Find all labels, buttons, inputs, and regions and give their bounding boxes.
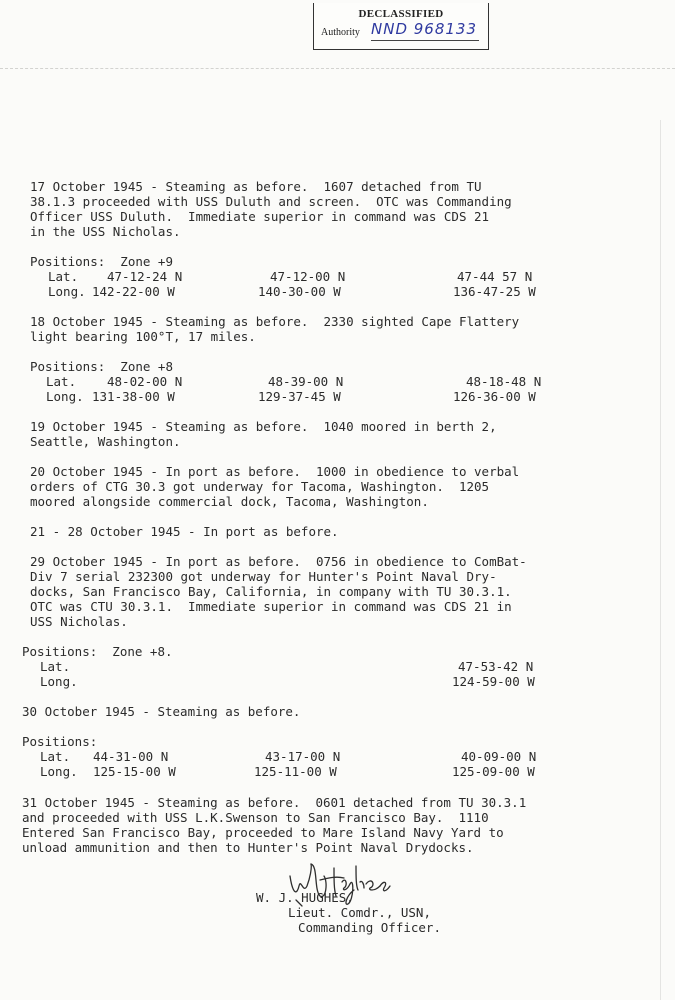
- entry-oct29-line-1: 29 October 1945 - In port as before. 0756 in obedience to ComBat-: [30, 554, 527, 569]
- entry-oct20-line-1: 20 October 1945 - In port as before. 1000 in obedience to verbal: [30, 464, 520, 479]
- positions-4-lat-1: 44-31-00 N: [93, 749, 169, 764]
- positions-2-long-2: 129-37-45 W: [258, 389, 341, 404]
- stamp-title: DECLASSIFIED: [358, 8, 444, 20]
- positions-1-lat-2: 47-12-00 N: [270, 269, 346, 284]
- entry-oct29-line-4: OTC was CTU 30.3.1. Immediate superior in command was CDS 21 in: [30, 599, 512, 614]
- signature-name: W. J. HUGHES,: [256, 890, 354, 905]
- positions-1-lat-label: Lat.: [48, 269, 79, 284]
- entry-oct18-line-2: light bearing 100°T, 17 miles.: [30, 329, 256, 344]
- entry-oct17-line-2: 38.1.3 proceeded with USS Duluth and screen. OTC was Commanding: [30, 194, 512, 209]
- positions-2-lat-label: Lat.: [46, 374, 77, 389]
- stamp-authority-label: Authority: [321, 27, 360, 38]
- entry-oct20-line-3: moored alongside commercial dock, Tacoma, Washington.: [30, 494, 429, 509]
- entry-oct17-line-4: in the USS Nicholas.: [30, 224, 181, 239]
- positions-1-lat-1: 47-12-24 N: [107, 269, 183, 284]
- entry-oct21-28-line-1: 21 - 28 October 1945 - In port as before.: [30, 524, 339, 539]
- positions-1-long-1: 142-22-00 W: [92, 284, 175, 299]
- entry-oct29-line-5: USS Nicholas.: [30, 614, 128, 629]
- positions-2-long-1: 131-38-00 W: [92, 389, 175, 404]
- positions-1-long-3: 136-47-25 W: [453, 284, 536, 299]
- page-edge-shadow: [660, 120, 661, 1000]
- positions-3-long-label: Long.: [40, 674, 78, 689]
- entry-oct17-line-1: 17 October 1945 - Steaming as before. 1607 detached from TU: [30, 179, 482, 194]
- positions-4-long-1: 125-15-00 W: [93, 764, 176, 779]
- positions-1-long-label: Long.: [48, 284, 86, 299]
- positions-4-long-3: 125-09-00 W: [452, 764, 535, 779]
- declassified-stamp: [313, 3, 489, 50]
- entry-oct29-line-3: docks, San Francisco Bay, California, in company with TU 30.3.1.: [30, 584, 512, 599]
- signature-rank: Lieut. Comdr., USN,: [288, 905, 431, 920]
- positions-2-lat-3: 48-18-48 N: [466, 374, 542, 389]
- positions-4-lat-label: Lat.: [40, 749, 71, 764]
- stamp-authority-value: NND 968133: [371, 20, 478, 38]
- positions-3-heading: Positions: Zone +8.: [22, 644, 173, 659]
- entry-oct31-line-2: and proceeded with USS L.K.Swenson to San Francisco Bay. 1110: [22, 810, 489, 825]
- positions-3-long-1: 124-59-00 W: [452, 674, 535, 689]
- positions-3-lat-1: 47-53-42 N: [458, 659, 534, 674]
- positions-1-long-2: 140-30-00 W: [258, 284, 341, 299]
- positions-4-lat-2: 43-17-00 N: [265, 749, 341, 764]
- positions-1-lat-3: 47-44 57 N: [457, 269, 533, 284]
- entry-oct31-line-1: 31 October 1945 - Steaming as before. 0601 detached from TU 30.3.1: [22, 795, 527, 810]
- entry-oct20-line-2: orders of CTG 30.3 got underway for Tacoma, Washington. 1205: [30, 479, 490, 494]
- positions-2-long-label: Long.: [46, 389, 84, 404]
- positions-2-lat-1: 48-02-00 N: [107, 374, 183, 389]
- positions-2-long-3: 126-36-00 W: [453, 389, 536, 404]
- positions-2-lat-2: 48-39-00 N: [268, 374, 344, 389]
- entry-oct17-line-3: Officer USS Duluth. Immediate superior in command was CDS 21: [30, 209, 490, 224]
- positions-4-long-2: 125-11-00 W: [254, 764, 337, 779]
- entry-oct19-line-2: Seattle, Washington.: [30, 434, 181, 449]
- positions-4-long-label: Long.: [40, 764, 78, 779]
- entry-oct30-line-1: 30 October 1945 - Steaming as before.: [22, 704, 301, 719]
- page-fold-line: [0, 68, 675, 69]
- entry-oct31-line-4: unload ammunition and then to Hunter's Point Naval Drydocks.: [22, 840, 474, 855]
- entry-oct31-line-3: Entered San Francisco Bay, proceeded to Mare Island Navy Yard to: [22, 825, 504, 840]
- entry-oct18-line-1: 18 October 1945 - Steaming as before. 2330 sighted Cape Flattery: [30, 314, 520, 329]
- positions-3-lat-label: Lat.: [40, 659, 71, 674]
- entry-oct29-line-2: Div 7 serial 232300 got underway for Hunter's Point Naval Dry-: [30, 569, 497, 584]
- positions-2-heading: Positions: Zone +8: [30, 359, 173, 374]
- positions-4-heading: Positions:: [22, 734, 98, 749]
- signature-title: Commanding Officer.: [298, 920, 441, 935]
- positions-4-lat-3: 40-09-00 N: [461, 749, 537, 764]
- stamp-underline: [371, 40, 479, 41]
- entry-oct19-line-1: 19 October 1945 - Steaming as before. 1040 moored in berth 2,: [30, 419, 497, 434]
- positions-1-heading: Positions: Zone +9: [30, 254, 173, 269]
